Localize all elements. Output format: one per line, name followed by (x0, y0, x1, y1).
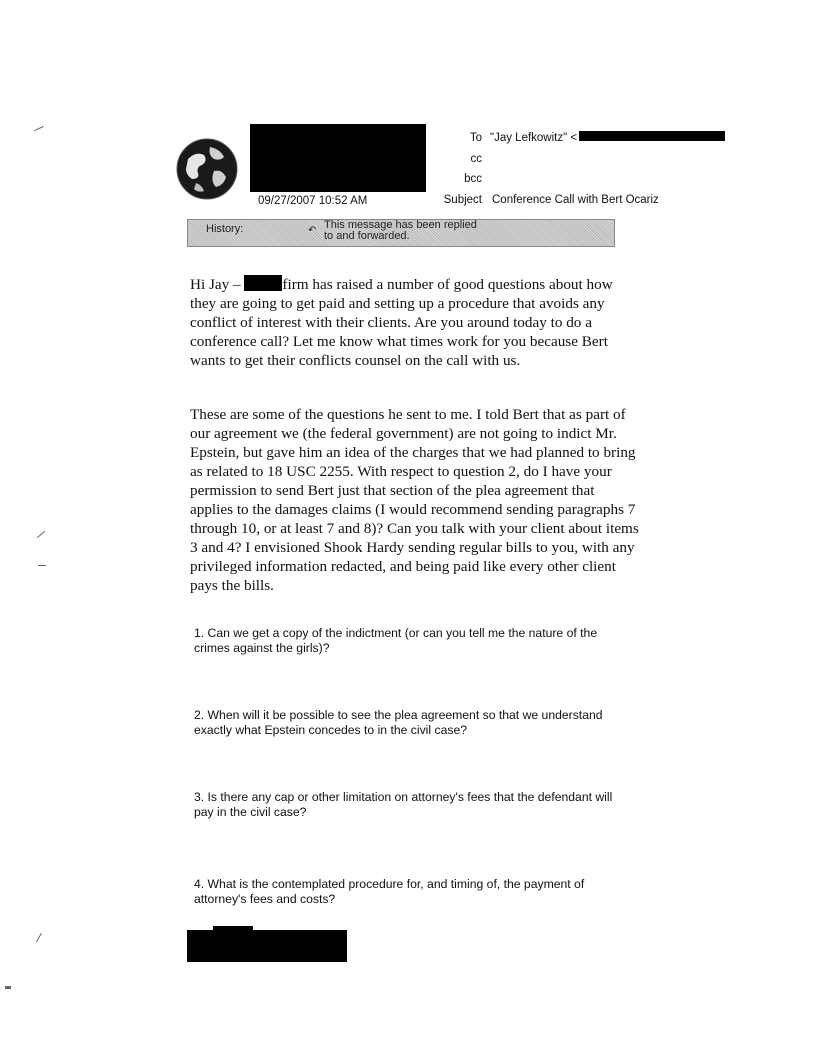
reply-forward-icon: ↶ (308, 225, 317, 236)
question-3: 3. Is there any cap or other limitation on attorney's fees that the defendant will pay in the civil case? (194, 790, 613, 819)
body-paragraph-1 (190, 275, 640, 370)
sender-avatar-globe-icon (174, 137, 240, 201)
to-label: To (469, 132, 482, 144)
history-message-line1: This message has been replied (324, 219, 477, 231)
paragraph-1-text: firm has raised a number of good questions about how they are going to get paid and setting up a procedure that avoids any conflict of interest with their clients. Are you around today to do a conference call? Let me know what times work for you because Bert wants to get their conflicts counsel on the call with us. (190, 276, 613, 369)
body-paragraph-2: These are some of the questions he sent to me. I told Bert that as part of our agreement we (the federal government) are not going to indict Mr. Epstein, but gave him an idea of the charges that we had planned to bring as related to 18 USC 2255. With respect to question 2, do I have your permission to send Bert just that section of the plea agreement that applies to the damages claims (I would recommend sending paragraphs 7 through 10, or at least 7 and 8)? Can you talk with your client about items 3 and 4? I envisioned Shook Hardy sending regular bills to you, with any privileged information redacted, and being paid like every other client pays the bills. (190, 406, 639, 594)
history-message-line2: to and forwarded. (324, 230, 410, 242)
to-value: "Jay Lefkowitz" < (490, 132, 578, 144)
redacted-inline-name (244, 275, 282, 291)
history-label: History: (206, 223, 244, 235)
scan-mark (5, 986, 11, 989)
redacted-email-address (579, 131, 725, 141)
scan-mark (34, 126, 43, 131)
redacted-signature-top (213, 926, 253, 932)
redacted-signature (187, 930, 347, 962)
question-2: 2. When will it be possible to see the plea agreement so that we understand exactly what Epstein concedes to in the civil case? (194, 708, 603, 737)
history-bar (187, 219, 615, 247)
question-4: 4. What is the contemplated procedure for, and timing of, the payment of attorney's fees and costs? (194, 877, 585, 906)
scan-mark (37, 531, 45, 538)
cc-label: cc (470, 153, 482, 165)
subject-value: Conference Call with Bert Ocariz (492, 194, 659, 206)
bcc-label: bcc (464, 173, 482, 185)
subject-label: Subject (443, 194, 482, 206)
email-timestamp: 09/27/2007 10:52 AM (258, 195, 368, 207)
history-message (324, 220, 477, 242)
redacted-sender-name (250, 124, 426, 192)
greeting: Hi Jay – (190, 276, 245, 293)
scan-mark (38, 565, 46, 566)
scan-mark (36, 933, 42, 942)
question-1: 1. Can we get a copy of the indictment (or can you tell me the nature of the crimes against the girls)? (194, 626, 598, 655)
